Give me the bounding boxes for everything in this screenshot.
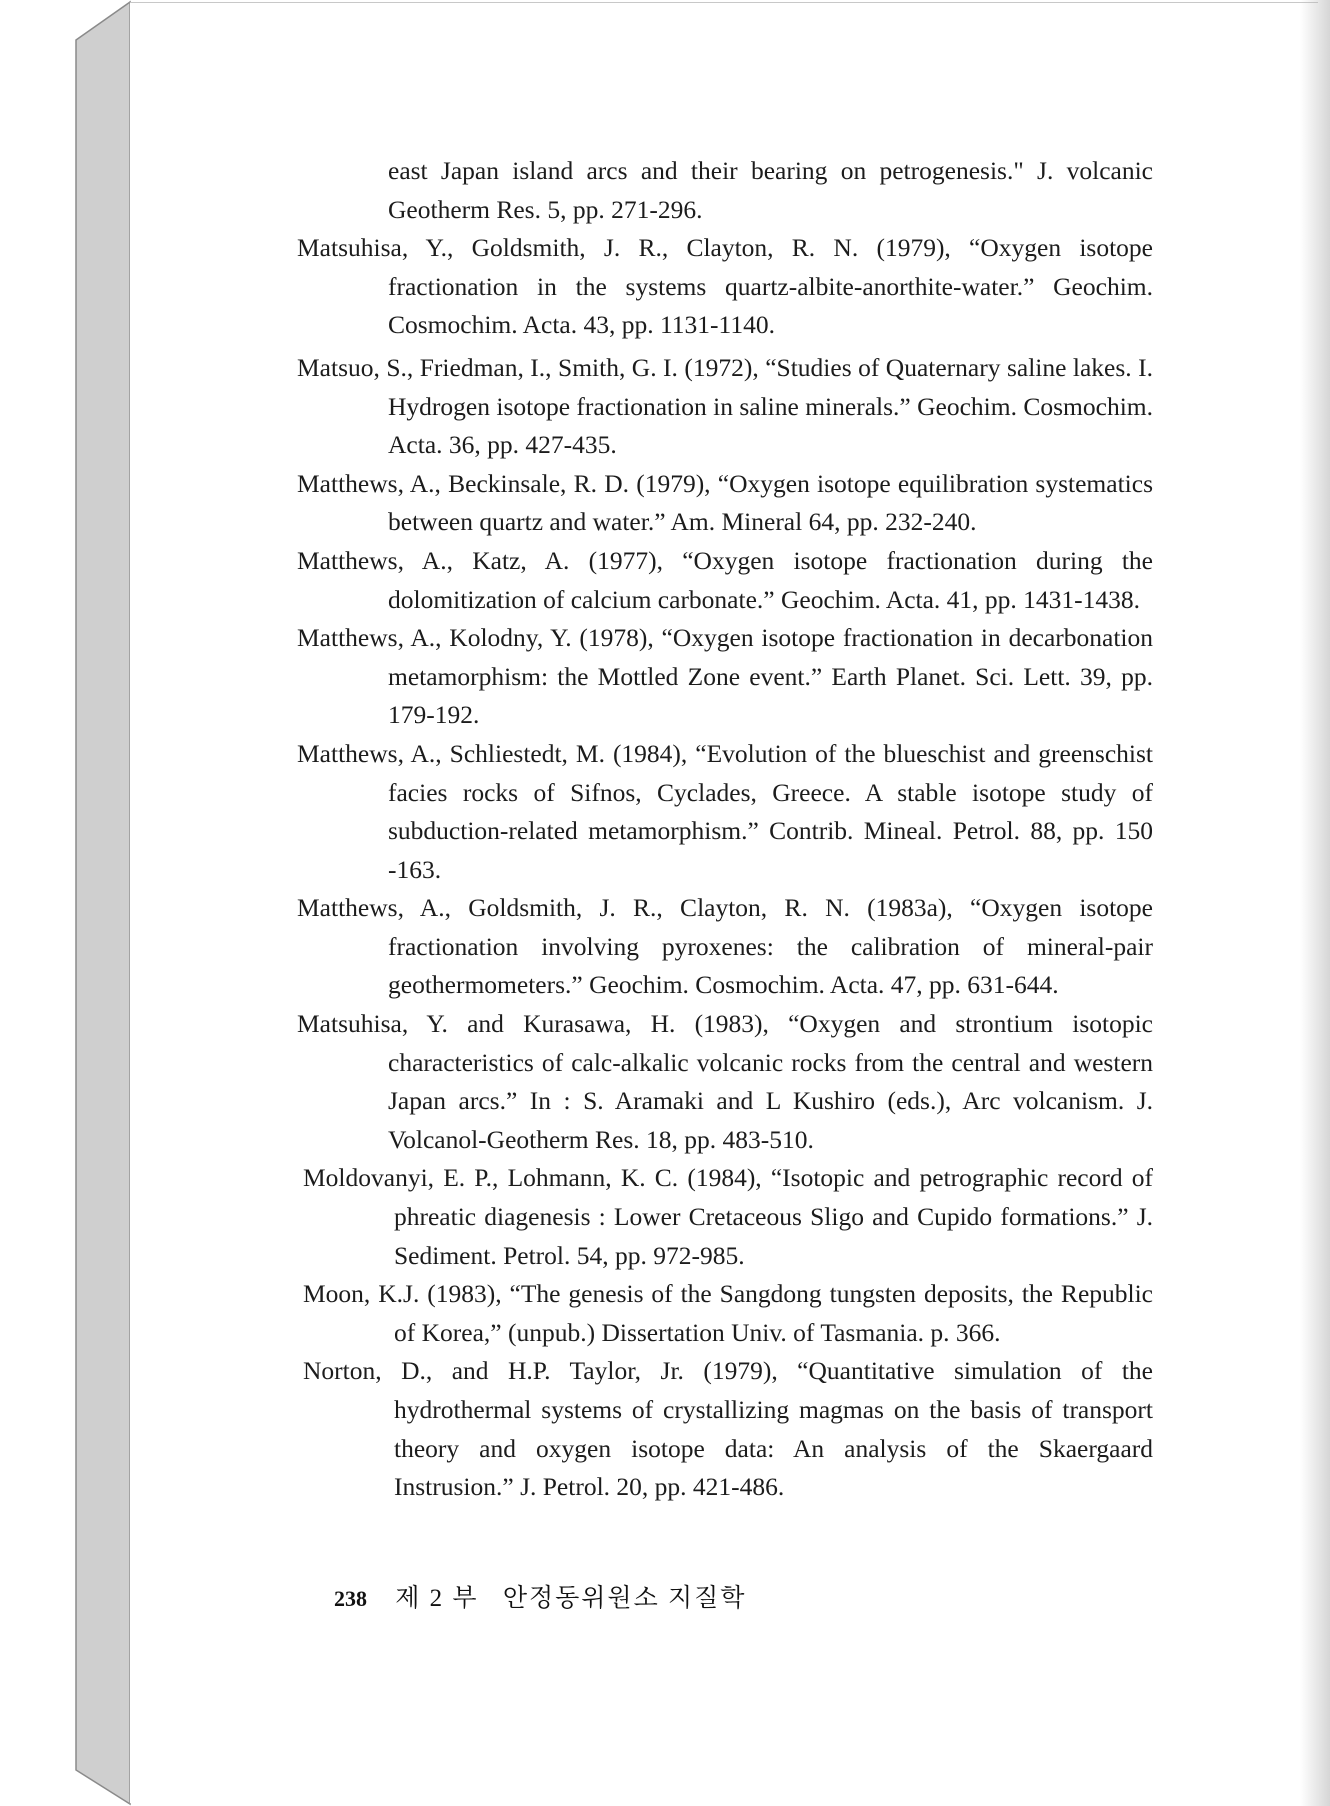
reference-entry: Matthews, A., Kolodny, Y. (1978), “Oxygen isotope fractionation in decarbonation metamorphism: the Mottled Zone event.” Earth Planet. Sci. Lett. 39, pp. 179-192. (297, 623, 1153, 730)
reference-entry: Matsuhisa, Y., Goldsmith, J. R., Clayton, R. N. (1979), “Oxygen isotope fractionation in the systems quartz-albite-anorthite-water.” Geochim. Cosmochim. Acta. 43, pp. 1131-1140. (297, 233, 1153, 340)
reference-entry: Norton, D., and H.P. Taylor, Jr. (1979), “Quantitative simulation of the hydrothermal systems of crystallizing magmas on the basis of transport theory and oxygen isotope data: An analysis of the Skaergaard Instrusion.” J. Petrol. 20, pp. 421-486. (303, 1356, 1153, 1502)
reference-list (297, 152, 1153, 1507)
reference-entry: Matsuhisa, Y. and Kurasawa, H. (1983), “Oxygen and strontium isotopic characteristics of calc-alkalic volcanic rocks from the central and western Japan arcs.” In : S. Aramaki and L Kushiro (eds.), Arc volcanism. J. Volcanol-Geotherm Res. 18, pp. 483-510. (297, 1009, 1153, 1154)
reference-entry: Matsuo, S., Friedman, I., Smith, G. I. (1972), “Studies of Quaternary saline lakes. I. Hydrogen isotope fractionation in saline minerals.” Geochim. Cosmochim. Acta. 36, pp. 427-435. (297, 352, 1153, 460)
reference-entry: Matthews, A., Katz, A. (1977), “Oxygen isotope fractionation during the dolomitization of calcium carbonate.” Geochim. Acta. 41, pp. 1431-1438. (297, 545, 1153, 614)
reference-entry: Moldovanyi, E. P., Lohmann, K. C. (1984), “Isotopic and petrographic record of phreatic diagenesis : Lower Cretaceous Sligo and Cupido formations.” J. Sediment. Petrol. 54, pp. 972-985. (303, 1163, 1153, 1270)
reference-entry: Matthews, A., Goldsmith, J. R., Clayton, R. N. (1983a), “Oxygen isotope fractionation involving pyroxenes: the calibration of mineral-pair geothermometers.” Geochim. Cosmochim. Acta. 47, pp. 631-644. (297, 893, 1153, 1000)
page-footer (334, 1578, 746, 1614)
page-number: 238 (334, 1586, 367, 1611)
reference-entry: Moon, K.J. (1983), “The genesis of the Sangdong tungsten deposits, the Republic of Korea,” (unpub.) Dissertation Univ. of Tasmania. p. 366. (303, 1279, 1153, 1347)
reference-entry: Matthews, A., Beckinsale, R. D. (1979), “Oxygen isotope equilibration systematics between quartz and water.” Am. Mineral 64, pp. 232-240. (297, 468, 1153, 537)
reference-entry: Matthews, A., Schliestedt, M. (1984), “Evolution of the blueschist and greenschist facies rocks of Sifnos, Cyclades, Greece. A stable isotope study of subduction-related metamorphism.” Contrib. Mineal. Petrol. 88, pp. 150 -163. (297, 738, 1153, 884)
reference-entry: east Japan island arcs and their bearing on petrogenesis." J. volcanic Geotherm Res. 5, pp. 271-296. (388, 156, 1153, 224)
page-edge-shadow (1300, 0, 1330, 1806)
book-spine (0, 0, 140, 1806)
part-label: 제 2 부 (395, 1585, 479, 1612)
book-title: 안정동위원소 지질학 (502, 1585, 747, 1612)
